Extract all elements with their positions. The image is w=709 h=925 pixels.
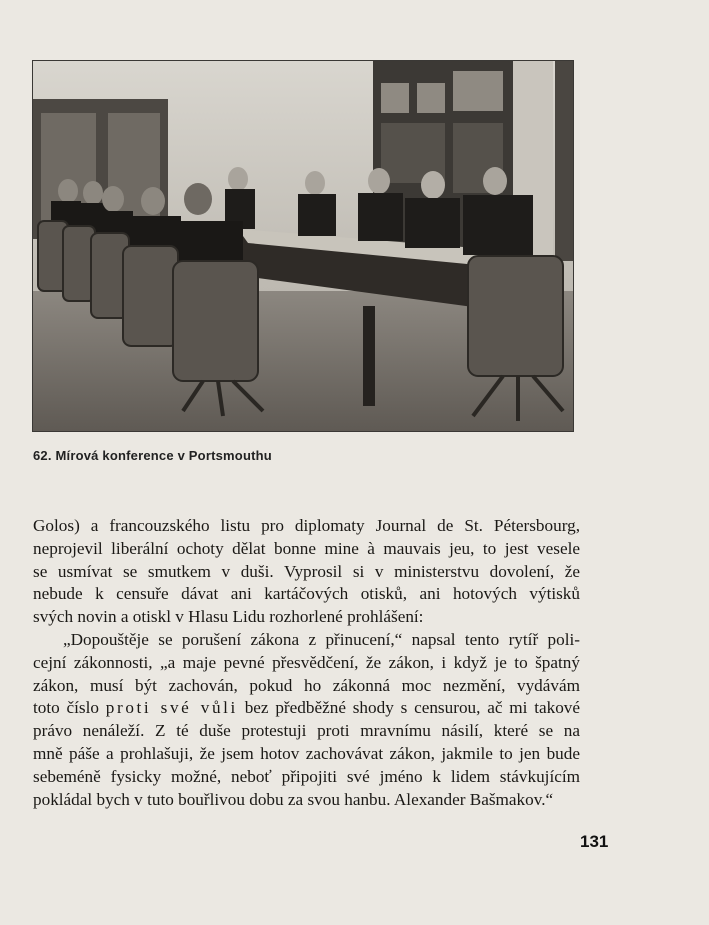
text-line <box>33 697 580 720</box>
text-line: cejní zákonnosti, „a maje pevné přesvědčení, že zákon, i když je to špatný <box>33 652 580 672</box>
conference-photo <box>32 60 574 432</box>
text-line: se usmívat se smutkem v duši. Vyprosil si v ministerstvu dovolení, že <box>33 561 580 581</box>
text-line: sebeméně fysicky možné, neboť připojiti své jméno k lidem stávkujícím <box>33 766 580 786</box>
text-fragment: toto číslo <box>33 698 106 718</box>
text-line: neprojevil liberální ochoty dělat bonne mine à mauvais jeu, to jest vesele <box>33 538 580 558</box>
text-line: pokládal bych v tuto bouřlivou dobu za svou hanbu. Alexander Bašmakov.“ <box>33 789 554 809</box>
figure-caption: 62. Mírová konference v Portsmouthu <box>33 448 272 463</box>
text-line: „Dopouštěje se porušení zákona z přinucení,“ napsal tento rytíř poli- <box>63 629 580 649</box>
text-line: zákon, musí být zachován, pokud ho zákonná moc nezmění, vydávám <box>33 675 580 695</box>
page-number: 131 <box>580 832 609 851</box>
body-text <box>33 515 580 811</box>
text-line: Golos) a francouzského listu pro diplomaty Journal de St. Pétersbourg, <box>33 516 580 535</box>
text-line: právo nenáleží. Z té duše protestuji proti mravnímu násilí, které se na <box>33 721 580 741</box>
text-line: svých novin a otiskl v Hlasu Lidu rozhorlené prohlášení: <box>33 607 424 627</box>
text-line: mně páše a prohlašuji, že jsem hotov zachovávat zákon, jakmile to jen bude <box>33 743 580 763</box>
text-fragment: bez předběžné shody s censurou, ač mi takové <box>237 698 581 718</box>
text-line: nebude k censuře dávat ani kartáčových otisků, ani hotových výtisků <box>33 584 580 604</box>
photo-image <box>33 61 573 431</box>
spaced-emphasis: proti své vůli <box>105 698 238 718</box>
